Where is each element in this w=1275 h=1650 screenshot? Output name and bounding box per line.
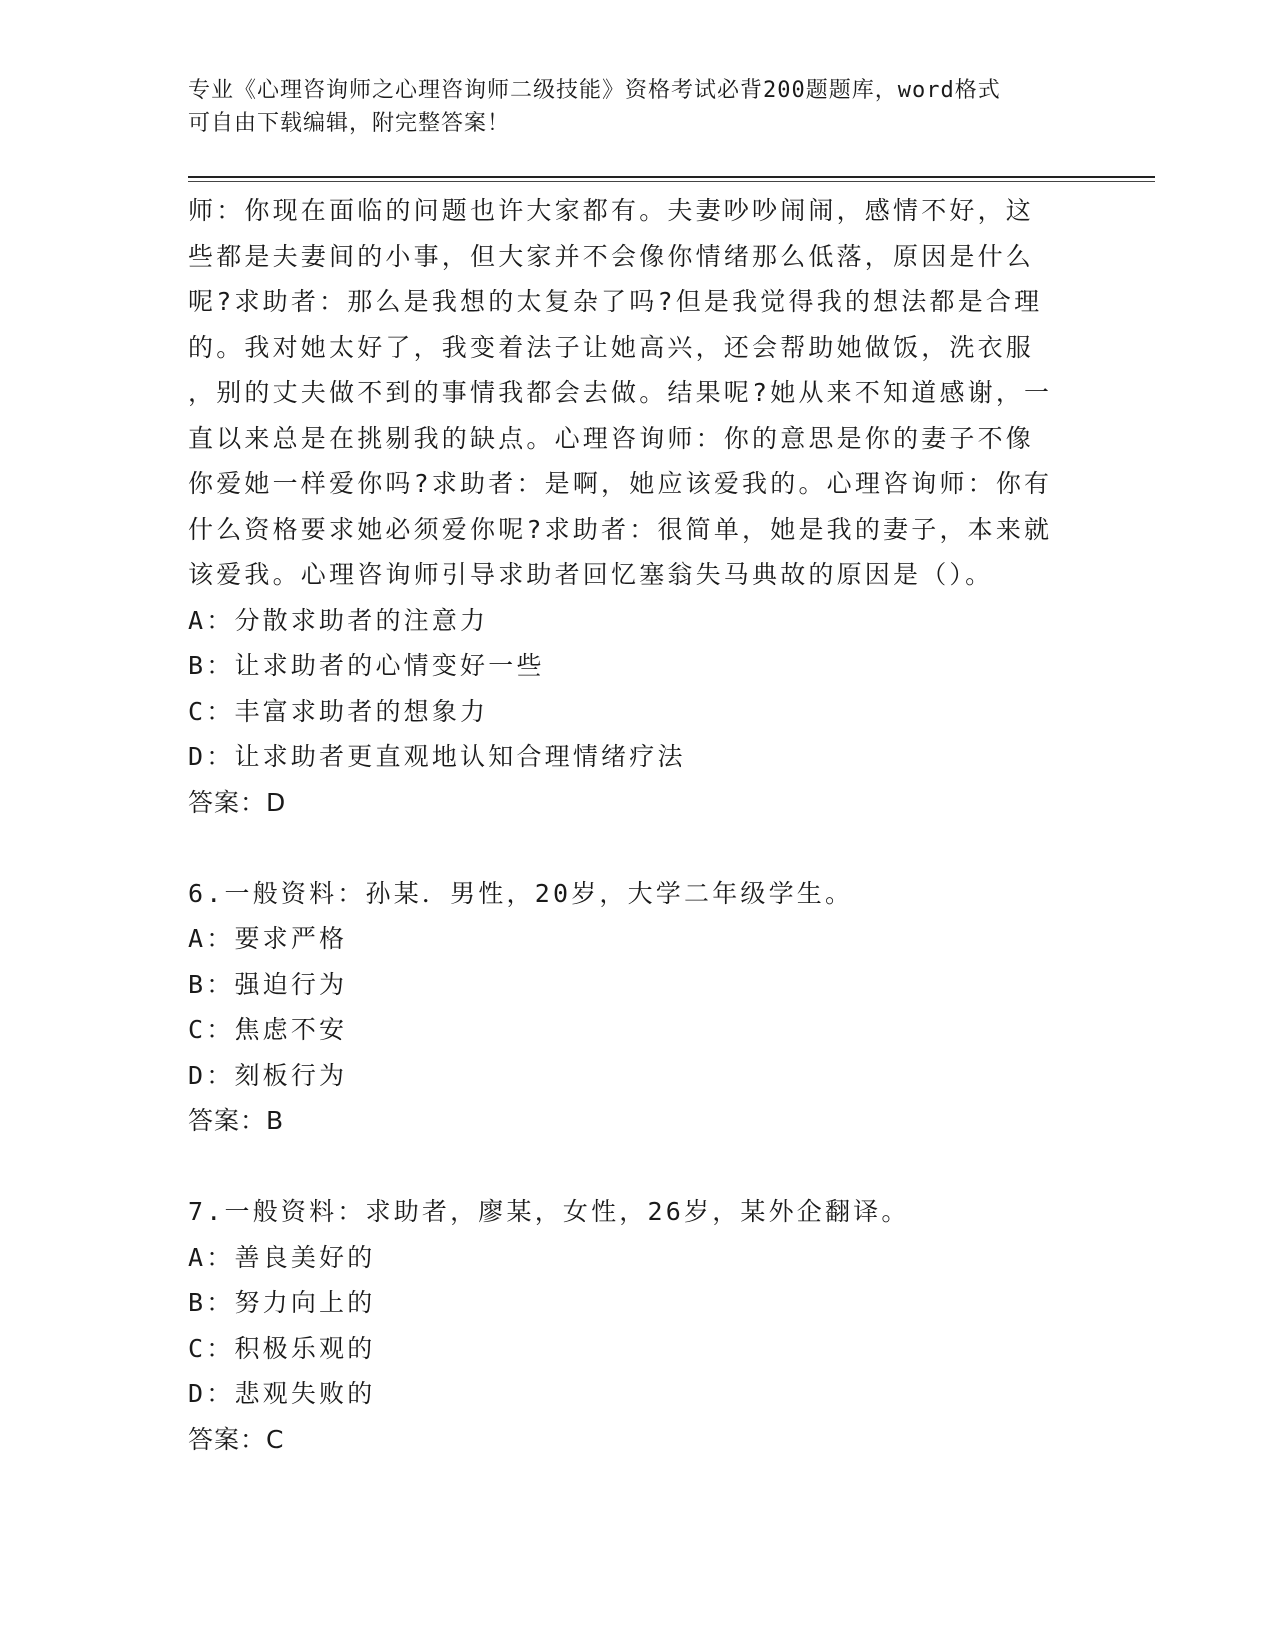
- question-text-line: 些都是夫妻间的小事，但大家并不会像你情绪那么低落，原因是什么: [188, 241, 1035, 271]
- question-text-line: 你爱她一样爱你吗?求助者：是啊，她应该爱我的。心理咨询师：你有: [188, 469, 1053, 498]
- option-c: C：焦虑不安: [188, 1015, 348, 1044]
- option-b: B：让求助者的心情变好一些: [188, 651, 545, 680]
- option-a: A：分散求助者的注意力: [188, 605, 489, 635]
- answer-line: 答案：B: [188, 1106, 285, 1135]
- question-6: [188, 871, 1088, 1144]
- header-divider-thin: [188, 181, 1155, 182]
- question-title: 6.一般资料：孙某．男性，20岁，大学二年级学生。: [188, 878, 854, 908]
- document-header: [188, 74, 1068, 140]
- header-title-line1: 专业《心理咨询师之心理咨询师二级技能》资格考试必背200题题库，word格式: [188, 78, 1001, 103]
- option-b: B：强迫行为: [188, 969, 348, 999]
- option-d: D：刻板行为: [188, 1060, 348, 1090]
- document-body: [188, 188, 1088, 1462]
- question-text-line: 呢?求助者：那么是我想的太复杂了吗?但是我觉得我的想法都是合理: [188, 287, 1043, 316]
- question-5: [188, 188, 1088, 825]
- question-text-line: 什么资格要求她必须爱你呢?求助者：很简单，她是我的妻子，本来就: [188, 514, 1053, 544]
- question-spacer: [188, 1144, 1088, 1190]
- option-c: C：丰富求助者的想象力: [188, 696, 489, 726]
- question-spacer: [188, 825, 1088, 871]
- option-d: D：让求助者更直观地认知合理情绪疗法: [188, 742, 686, 771]
- question-title: 7.一般资料：求助者，廖某，女性，26岁，某外企翻译。: [188, 1197, 910, 1226]
- option-d: D：悲观失败的: [188, 1379, 376, 1408]
- option-a: A：善良美好的: [188, 1242, 376, 1272]
- option-b: B：努力向上的: [188, 1288, 376, 1317]
- question-text-line: 直以来总是在挑剔我的缺点。心理咨询师：你的意思是你的妻子不像: [188, 423, 1035, 453]
- header-title-line2: 可自由下载编辑，附完整答案！: [188, 111, 511, 136]
- option-c: C：积极乐观的: [188, 1333, 376, 1363]
- answer-line: 答案：C: [188, 1424, 285, 1454]
- question-7: [188, 1189, 1088, 1462]
- header-divider-thick: [188, 176, 1155, 178]
- question-text-line: 师：你现在面临的问题也许大家都有。夫妻吵吵闹闹，感情不好，这: [188, 196, 1035, 225]
- question-text-line: ，别的丈夫做不到的事情我都会去做。结果呢?她从来不知道感谢，一: [188, 378, 1053, 407]
- question-text-line: 的。我对她太好了，我变着法子让她高兴，还会帮助她做饭，洗衣服: [188, 332, 1035, 362]
- answer-line: 答案：D: [188, 787, 287, 817]
- question-text-line: 该爱我。心理咨询师引导求助者回忆塞翁失马典故的原因是（）。: [188, 560, 994, 589]
- option-a: A：要求严格: [188, 924, 348, 953]
